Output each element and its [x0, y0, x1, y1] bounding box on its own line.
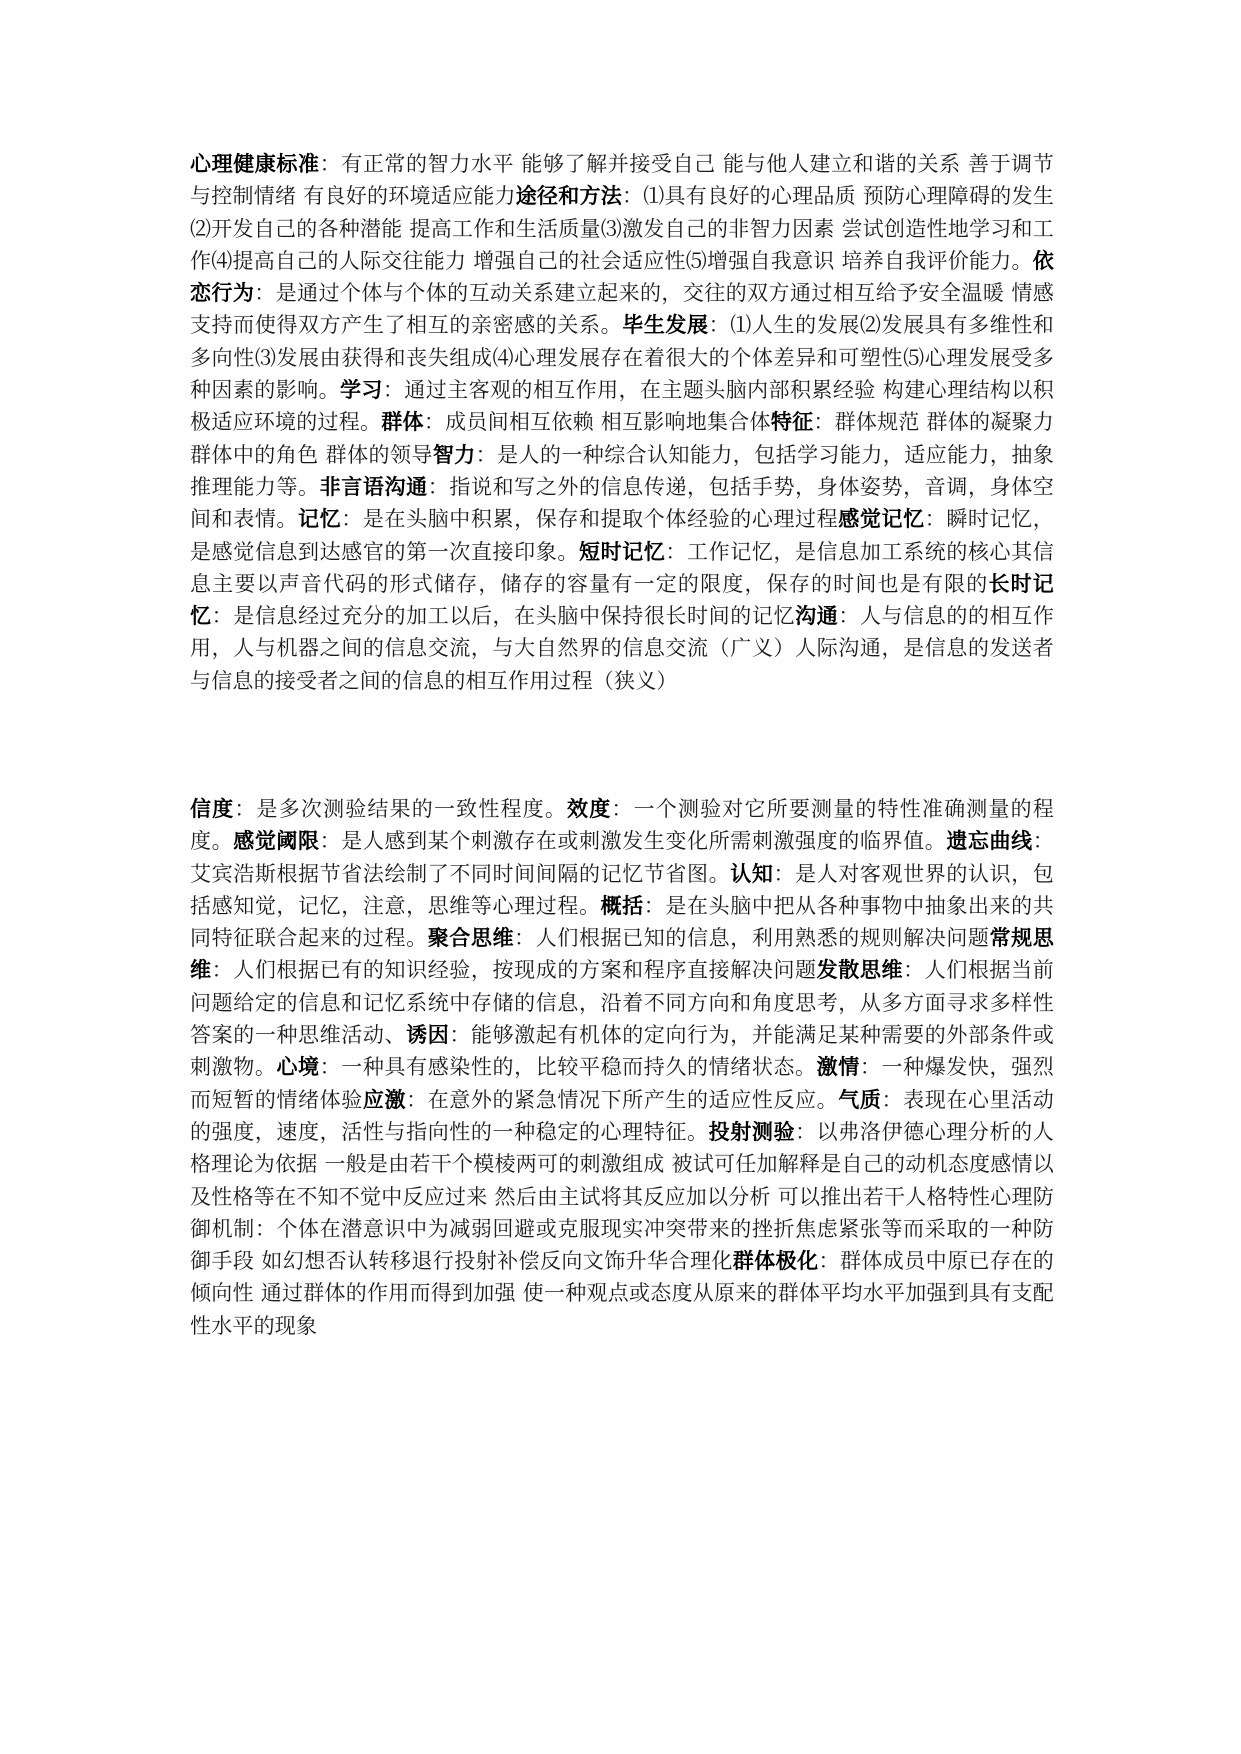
paragraph-psychology-terms-1 [190, 148, 1054, 697]
term-definition: ：是多次测验结果的一致性程度。 [234, 797, 568, 821]
term-definition: ：指说和写之外的信息传递，包括手势，身体姿势，音调，身体空间和表情。 [190, 474, 1055, 532]
term-definition: ：是人感到某个刺激存在或刺激发生变化所需刺激强度的临界值。 [319, 829, 947, 854]
term-heading: 学习 [340, 378, 383, 403]
term-heading: 常规思维 [190, 926, 1054, 983]
term-definition: ：是信息经过充分的加工以后，在头脑中保持很长时间的记忆 [211, 604, 796, 629]
term-heading: 概括 [600, 893, 644, 918]
term-heading: 效度 [567, 797, 612, 821]
term-definition: ：是人对客观世界的认识，包括感知觉，记忆，注意，思维等心理过程。 [190, 861, 1055, 918]
term-definition: ：有正常的智力水平 能够了解并接受自己 能与他人建立和谐的关系 善于调节与控制情绪 有良好的环境适应能力 [190, 152, 1054, 209]
term-heading: 途径和方法 [515, 184, 623, 209]
term-heading: 诱因 [406, 1023, 450, 1048]
term-heading: 投射测验 [708, 1119, 796, 1144]
term-definition: ：在意外的紧急情况下所产生的适应性反应。 [406, 1087, 839, 1112]
term-heading: 依恋行为 [190, 248, 1054, 306]
term-heading: 认知 [730, 861, 774, 886]
term-definition: ：是通过个体与个体的互动关系建立起来的，交往的双方通过相互给予安全温暖 情感支持而使得双方产生了相互的亲密感的关系。 [190, 281, 1054, 338]
term-heading: 发散思维 [816, 958, 904, 983]
term-heading: 群体 [381, 410, 424, 435]
term-definition: ：成员间相互依赖 相互影响地集合体 [423, 410, 771, 435]
term-heading: 气质 [838, 1087, 882, 1112]
term-definition: ：人们根据已有的知识经验，按现成的方案和程序直接解决问题 [211, 958, 817, 983]
term-heading: 长时记忆 [190, 571, 1054, 629]
term-heading: 信度 [190, 797, 235, 821]
term-heading: 智力 [432, 442, 476, 467]
term-heading: 短时记忆 [578, 539, 666, 564]
term-definition: ：工作记忆，是信息加工系统的核心其信息主要以声音代码的形式储存，储存的容量有一定的限度，保存的时间也是有限的 [190, 539, 1054, 596]
term-heading: 群体极化 [732, 1249, 819, 1274]
term-definition: ：以弗洛伊德心理分析的人格理论为依据 一般是由若干个模棱两可的刺激组成 被试可任加解释是自己的动机态度感情以及性格等在不知不觉中反应过来 然后由主试将其反应加以分析 可以推出若干人格特性心理防御机制：个体在潜意识中为减弱回避或克服现实冲突带来的挫折焦虑紧张等而采取的一种防御手段 如幻想否认转移退行投射补偿反向文饰升华合理化 [190, 1119, 1054, 1274]
term-definition: ：人们根据已知的信息，利用熟悉的规则解决问题 [514, 926, 990, 951]
term-heading: 应激 [362, 1087, 407, 1112]
term-definition: ：人们根据当前问题给定的信息和记忆系统中存储的信息，沿着不同方向和角度思考，从多方面寻求多样性答案的一种思维活动、 [190, 958, 1054, 1048]
term-definition: ：瞬时记忆，是感觉信息到达感官的第一次直接印象。 [190, 507, 1054, 564]
term-definition: ：一种爆发快，强烈而短暂的情绪体验 [190, 1055, 1054, 1112]
term-definition: ：群体成员中原已存在的倾向性 通过群体的作用而得到加强 使一种观点或态度从原来的群体平均水平加强到具有支配性水平的现象 [190, 1249, 1054, 1338]
term-heading: 特征 [770, 410, 814, 435]
term-heading: 沟通 [795, 604, 839, 629]
term-definition: ：一种具有感染性的，比较平稳而持久的情绪状态。 [319, 1055, 817, 1080]
term-heading: 毕生发展 [622, 313, 709, 338]
term-definition: ：一个测验对它所要测量的特性准确测量的程度。 [190, 797, 1054, 854]
term-definition: ：人与信息的的相互作用，人与机器之间的信息交流，与大自然界的信息交流（广义）人际沟通，是信息的发送者与信息的接受者之间的信息的相互作用过程（狭义） [190, 604, 1055, 693]
term-heading: 激情 [816, 1055, 860, 1080]
term-definition: ：⑴具有良好的心理品质 预防心理障碍的发生⑵开发自己的各种潜能 提高工作和生活质量⑶激发自己的非智力因素 尝试创造性地学习和工作⑷提高自己的人际交往能力 增强自己的社会适应性⑸增强自我意识 培养自我评价能力。 [190, 184, 1055, 273]
term-heading: 心境 [276, 1055, 320, 1080]
term-definition: ：通过主客观的相互作用，在主题头脑内部积累经验 构建心理结构以积极适应环境的过程。 [190, 378, 1054, 435]
term-definition: ：⑴人生的发展⑵发展具有多维性和多向性⑶发展由获得和丧失组成⑷心理发展存在着很大的个体差异和可塑性⑸心理发展受多种因素的影响。 [190, 313, 1055, 403]
term-definition: ：是在头脑中积累，保存和提取个体经验的心理过程 [341, 507, 839, 532]
term-definition: ：表现在心里活动的强度，速度，活性与指向性的一种稳定的心理特征。 [190, 1087, 1054, 1144]
term-heading: 聚合思维 [427, 926, 515, 951]
paragraph-psychology-terms-2 [190, 793, 1054, 1342]
term-definition: ：是在头脑中把从各种事物中抽象出来的共同特征联合起来的过程。 [190, 893, 1054, 951]
term-definition: ：是人的一种综合认知能力，包括学习能力，适应能力，抽象推理能力等。 [190, 442, 1054, 499]
term-definition: ：能够激起有机体的定向行为，并能满足某种需要的外部条件或刺激物。 [190, 1023, 1055, 1080]
term-heading: 遗忘曲线 [946, 829, 1033, 854]
term-heading: 感觉阈限 [233, 829, 320, 854]
term-heading: 心理健康标准 [190, 152, 320, 176]
term-heading: 感觉记忆 [838, 507, 925, 532]
term-heading: 非言语沟通 [319, 474, 428, 499]
term-heading: 记忆 [298, 507, 342, 532]
term-definition: ：群体规范 群体的凝聚力 群体中的角色 群体的领导 [190, 410, 1054, 467]
term-definition: ：艾宾浩斯根据节省法绘制了不同时间间隔的记忆节省图。 [190, 829, 1054, 886]
